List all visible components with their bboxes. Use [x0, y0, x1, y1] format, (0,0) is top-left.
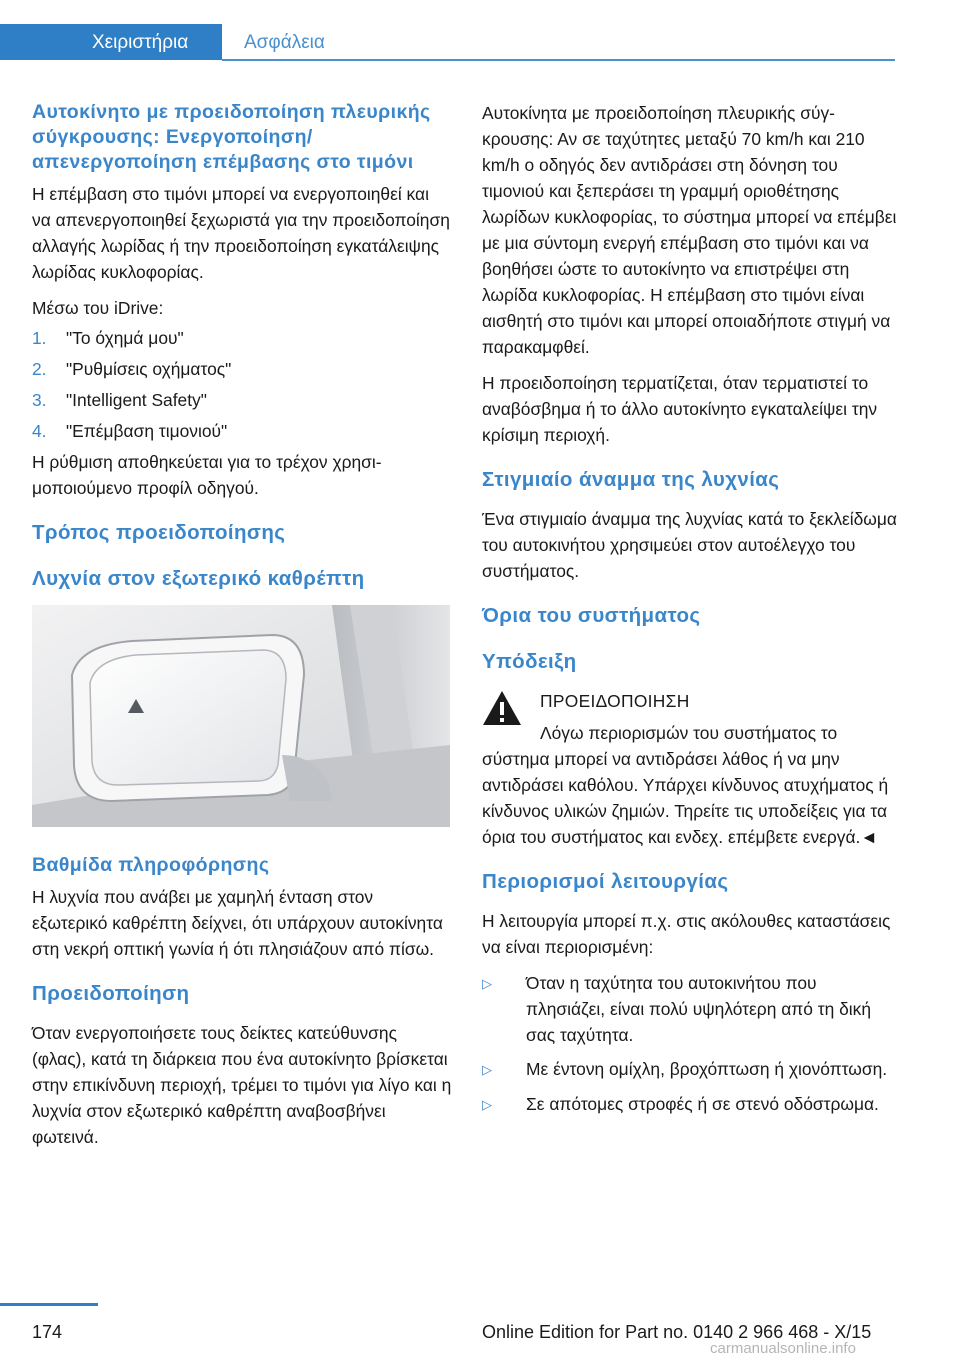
paragraph: Η λυχνία που ανάβει με χαμηλή ένταση στον εξωτερικό καθρέπτη δείχνει, ότι υπάρχουν αυτοκίνητα στη νεκρή οπτική γωνία ή ότι πλησιάζουν από πίσω. — [32, 887, 443, 959]
step-number: 1. — [32, 328, 47, 348]
step-text: "Το όχημά μου" — [66, 328, 184, 348]
paragraph: Η προειδοποίηση τερματίζεται, όταν τερματιστεί το αναβόσβημα ή το άλλο αυτοκίνητο εγκαταλείψει την κρίσιμη περιοχή. — [482, 373, 878, 445]
heading-note: Υπόδειξη — [482, 650, 577, 673]
bullet-triangle-icon: ▷ — [482, 1097, 492, 1112]
header-tabs — [0, 24, 325, 60]
paragraph: Μέσω του iDrive: — [32, 298, 164, 318]
bullet-triangle-icon: ▷ — [482, 976, 492, 991]
warning-triangle-icon — [482, 690, 522, 726]
heading-steering-intervention: Αυτοκίνητο με προειδοποίηση πλευρικής σύγκρουσης: Ενεργοποίηση/απενεργοποίηση επέμβασης στο τιμόνι — [32, 101, 431, 173]
warning-box — [482, 688, 898, 850]
idrive-steps — [32, 325, 452, 444]
warning-text: σύστημα μπορεί να αντιδράσει λάθος ή να μην αντιδράσει καθόλου. Υπάρχει κίνδυνος ατυχήματος ή κίνδυνος υλικών ζημιών. Τηρείτε τις υποδείξεις για τα όρια του συστήματος και ενδεχ. επέμβετε ενεργά.◄ — [482, 749, 889, 847]
step-text: "Επέμβαση τιμονιού" — [66, 421, 228, 441]
warning-title: ΠΡΟΕΙΔΟΠΟΙΗΣΗ — [540, 691, 690, 711]
heading-mirror-light: Λυχνία στον εξωτερικό καθρέπτη — [32, 567, 365, 590]
list-item — [482, 1056, 898, 1083]
step-text: "Intelligent Safety" — [66, 390, 207, 410]
watermark: carmanualsonline.info — [710, 1340, 856, 1357]
step-number: 3. — [32, 390, 47, 410]
warning-text-first-line: Λόγω περιορισμών του συστήματος το — [540, 723, 838, 743]
list-item — [32, 325, 452, 351]
bullet-text: Όταν η ταχύτητα του αυτοκινήτου που πλησιάζει, είναι πολύ υψηλότερη από τη δική σας ταχύτητα. — [526, 973, 872, 1045]
list-item — [482, 1091, 898, 1118]
page-number: 174 — [32, 1322, 63, 1342]
paragraph: Ένα στιγμιαίο άναμμα της λυχνίας κατά το ξεκλείδωμα του αυτοκινήτου χρησιμεύει στον αυτοέλεγχο του συστήματος. — [482, 509, 897, 581]
paragraph: Η ρύθμιση αποθηκεύεται για το τρέχον χρησιμοποιούμενο προφίλ οδηγού. — [32, 452, 382, 498]
tab-controls[interactable]: Χειριστήρια — [0, 24, 222, 60]
tab-safety[interactable]: Ασφάλεια — [244, 32, 325, 53]
heading-warning-mode: Τρόπος προειδοποίησης — [32, 521, 286, 544]
bullet-text: Σε απότομες στροφές ή σε στενό οδόστρωμα. — [526, 1094, 879, 1114]
heading-function-limits: Περιορισμοί λειτουργίας — [482, 870, 729, 893]
step-number: 4. — [32, 421, 47, 441]
heading-momentary-light: Στιγμιαίο άναμμα της λυχνίας — [482, 468, 780, 491]
step-number: 2. — [32, 359, 47, 379]
step-text: "Ρυθμίσεις οχήματος" — [66, 359, 232, 379]
list-item — [32, 387, 452, 413]
limits-list — [482, 970, 898, 1118]
list-item — [32, 418, 452, 444]
right-column — [482, 100, 898, 1126]
heading-info-level: Βαθμίδα πληροφόρησης — [32, 854, 270, 876]
heading-system-limits: Όρια του συστήματος — [482, 604, 701, 627]
bullet-triangle-icon: ▷ — [482, 1062, 492, 1077]
mirror-illustration — [32, 605, 450, 827]
paragraph: Η επέμβαση στο τιμόνι μπορεί να ενεργοποιηθεί και να απενεργοποιηθεί ξεχωριστά για την προειδοποίηση αλλαγής λωρίδας ή την προειδοποίηση εγκατάλειψης λωρίδας κυκλοφορίας. — [32, 184, 450, 282]
list-item — [32, 356, 452, 382]
paragraph: Αυτοκίνητα με προειδοποίηση πλευρικής σύγκρουσης: Αν σε ταχύτητες μεταξύ 70 km/h και 210 km/h ο οδηγός δεν αντιδράσει στη δόνηση του τιμονιού και ξεπεράσει τη γραμμή οριοθέτησης λωρίδων κυκλοφορίας, το σύστημα μπορεί να επέμβει με μια σύντομη ενεργή επέμβαση στο τιμόνι και να βοηθήσει ώστε το αυτοκίνητο να επιστρέψει στη λωρίδα κυκλοφορίας. Η επέμβαση στο τιμόνι είναι αισθητή στο τιμόνι και μπορεί οποιαδήποτε στιγμή να παρακαμφθεί. — [482, 103, 897, 357]
bullet-text: Με έντονη ομίχλη, βροχόπτωση ή χιονόπτωση. — [526, 1059, 888, 1079]
left-column — [32, 100, 452, 1160]
header-rule — [222, 59, 895, 61]
heading-warning: Προειδοποίηση — [32, 982, 190, 1005]
edition-text: Online Edition for Part no. 0140 2 966 468 - X/15 — [482, 1322, 872, 1342]
mirror-drawing — [32, 605, 450, 827]
paragraph: Όταν ενεργοποιήσετε τους δείκτες κατεύθυνσης (φλας), κατά τη διάρκεια που ένα αυτοκίνητο βρίσκεται στην επικίνδυνη περιοχή, τρέμει το τιμόνι για λίγο και η λυχνία στον εξωτερικό καθρέπτη αναβοσβήνει φωτεινά. — [32, 1023, 452, 1147]
paragraph: Η λειτουργία μπορεί π.χ. στις ακόλουθες καταστάσεις να είναι περιορισμένη: — [482, 911, 891, 957]
list-item — [482, 970, 898, 1048]
footer-rule — [0, 1303, 98, 1306]
